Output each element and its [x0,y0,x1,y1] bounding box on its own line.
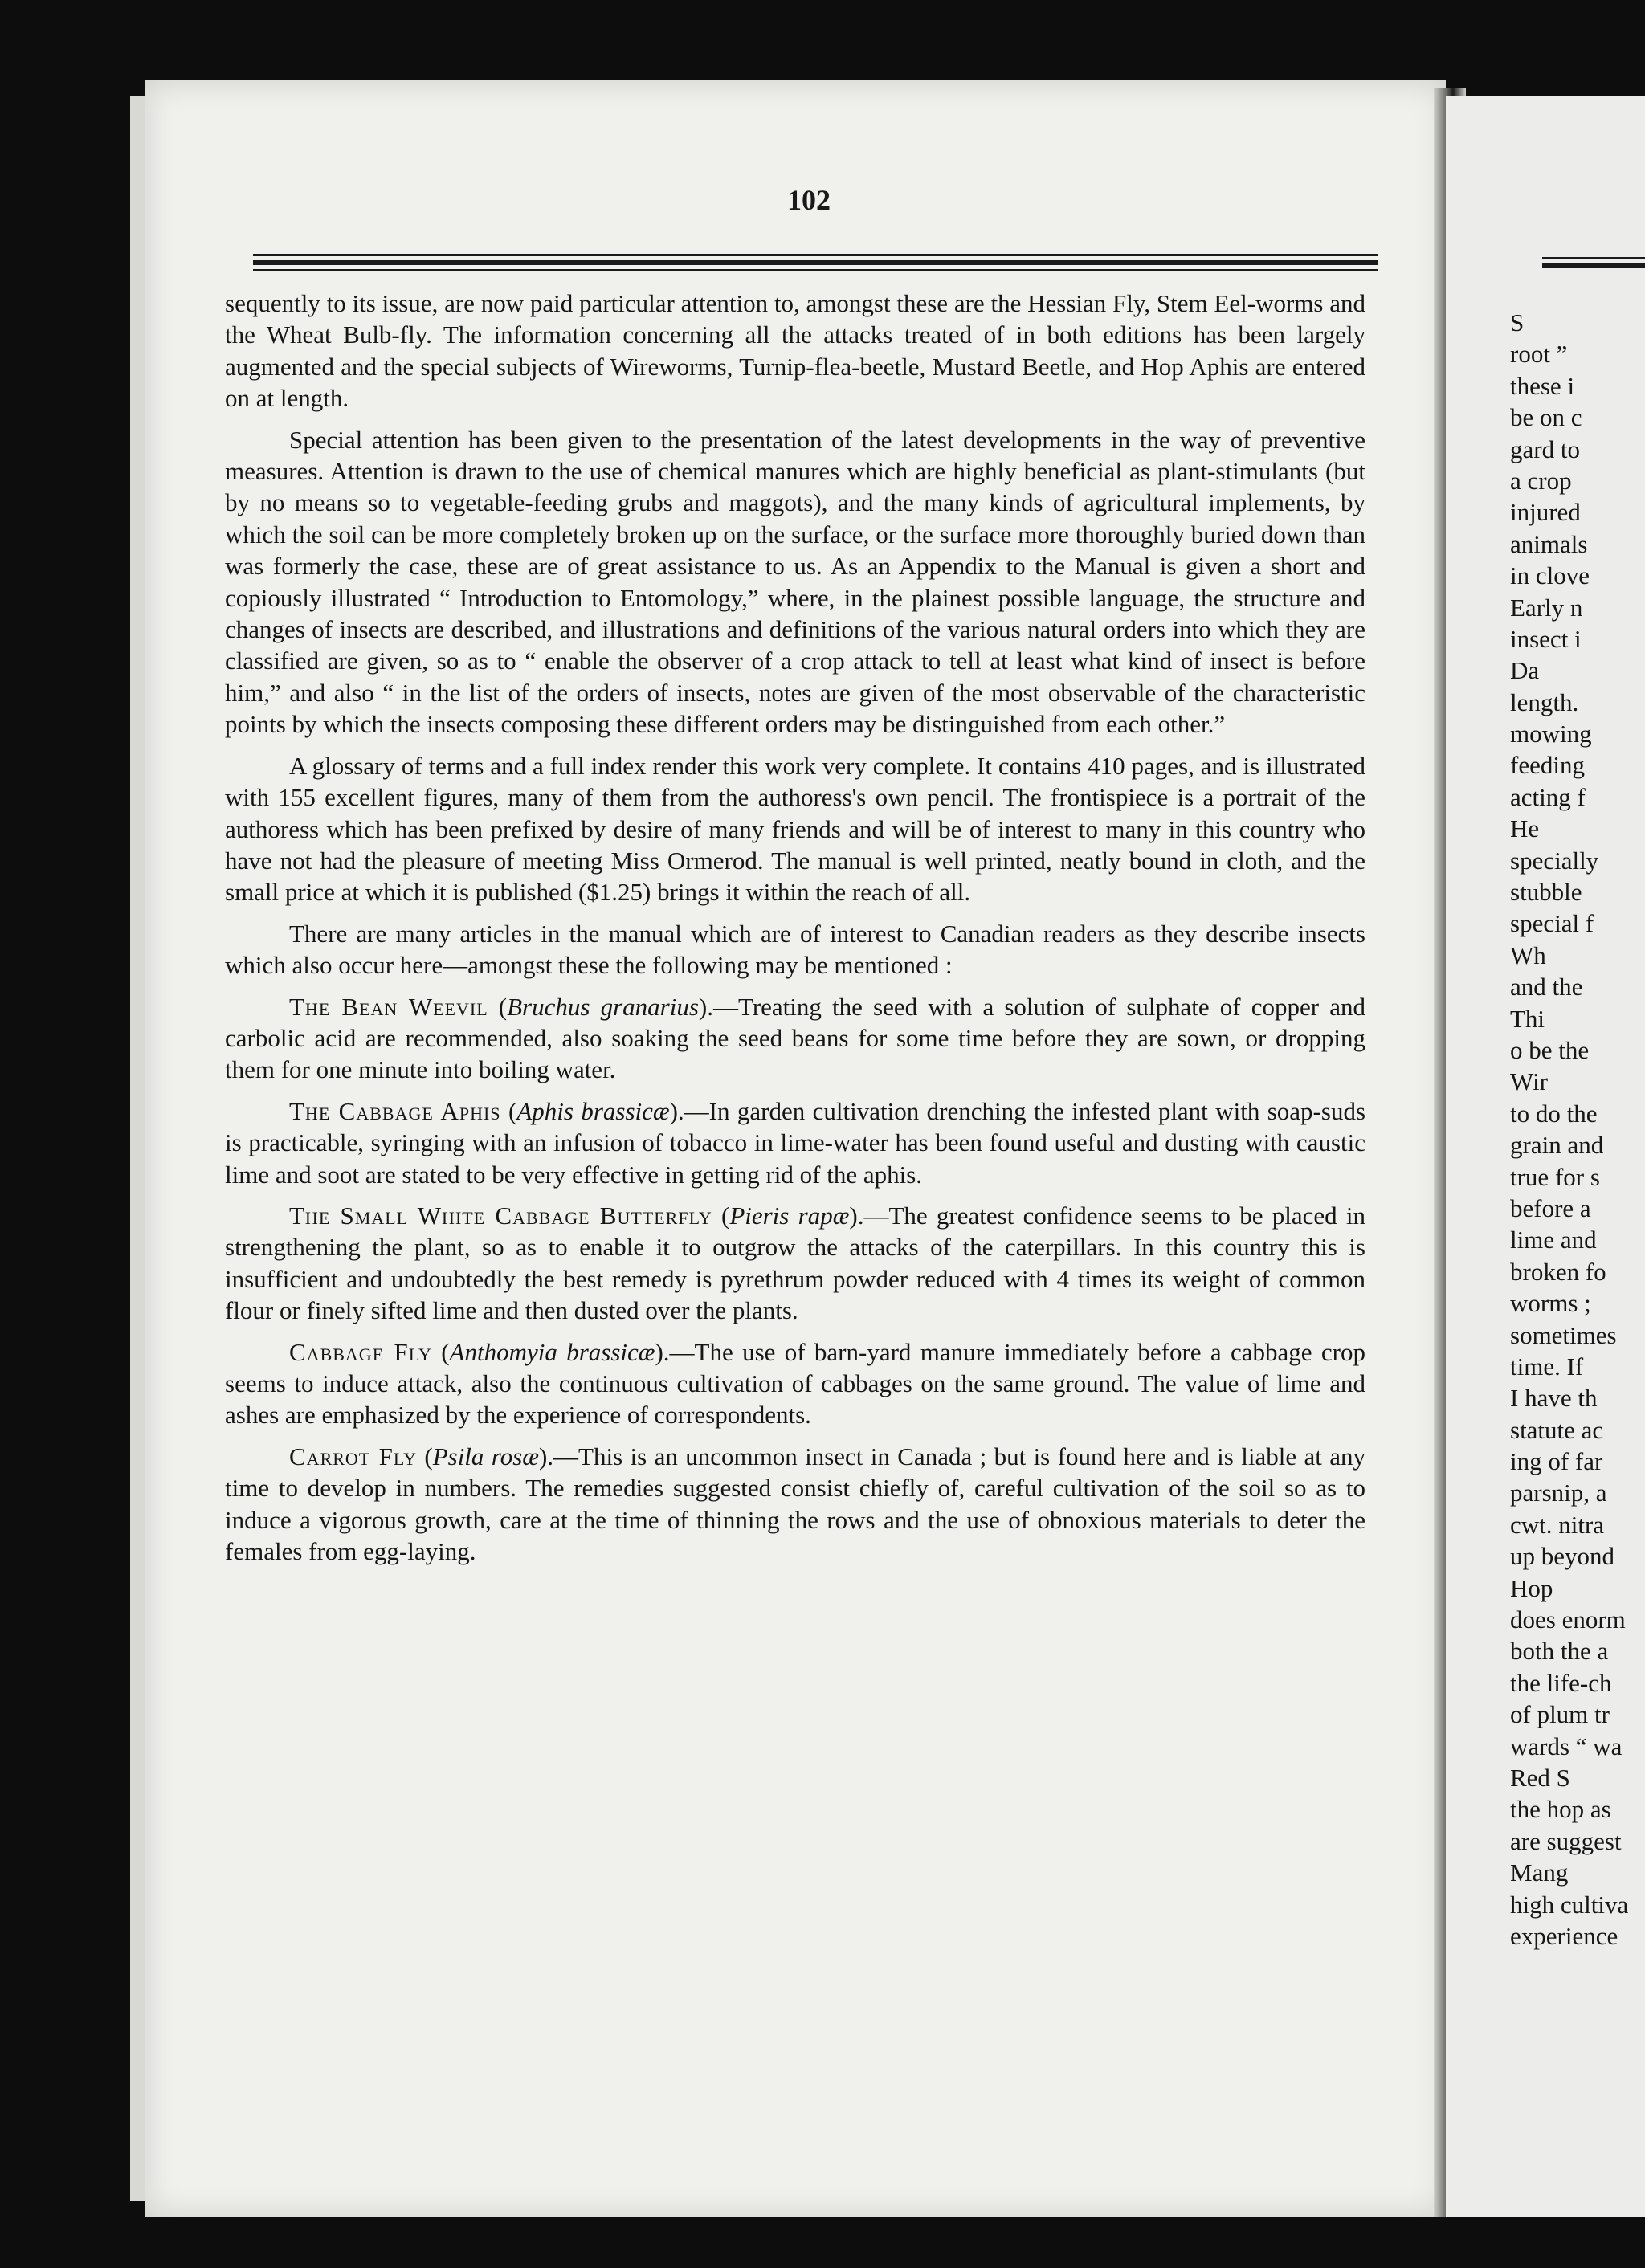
paragraph: There are many articles in the manual which are of interest to Canadian readers as they describe insects which also occur here—amongst these the following may be mentioned : [225,919,1365,980]
right-header-rule [1542,263,1645,268]
right-page-line: Da [1510,656,1540,685]
header-rule [253,254,1378,256]
insect-entry: The Cabbage Aphis (Aphis brassicæ).—In garden cultivation drenching the infested plant with soap-suds is practicable, syringing with an infusion of tobacco in lime-water has been found useful and dusting with caustic lime and soot are stated to be very effective in getting rid of the aphis. [225,1096,1366,1189]
right-page-line: grain and [1510,1131,1604,1160]
right-header-rule [1542,257,1645,259]
right-page-line: o be the [1510,1035,1590,1064]
right-page-line: acting f [1510,782,1586,811]
right-page-line: parsnip, a [1510,1479,1607,1507]
entry-text: The use of barn-yard manure immediately before a cabbage crop seems to induce attack, also the continuous cultivation of cabbages on the same ground. The value of lime and ashes are emphasized by the experience of correspondents. [225,1337,1365,1430]
right-page-line: animals [1510,529,1588,558]
right-page-line: to do the [1510,1099,1598,1128]
right-page-line: and the [1510,973,1583,1001]
right-page-line: specially [1510,846,1599,875]
right-page-line: before a [1510,1193,1591,1222]
right-page-line: time. If [1510,1352,1584,1381]
entry-scientific-name: Psila rosæ [432,1442,539,1471]
paragraph: A glossary of terms and a full index render this work very complete. It contains 410 pages, and is illustrated with 155 excellent figures, many of them from the authoress's own pencil. The frontispiece is a portrait of the authoress which has been prefixed by desire of many friends and will be of interest to many in this country who have not had the pleasure of meeting Miss Ormerod. The manual is well printed, neatly bound in cloth, and the small price at which it is published ($1.25) brings it within the reach of all. [225,751,1365,907]
right-page-line: lime and [1510,1226,1597,1254]
right-page-line: be on c [1510,403,1582,432]
right-page-line: He [1510,814,1540,843]
paragraph: sequently to its issue, are now paid particular attention to, amongst these are the Hessian Fly, Stem Eel-worms and the Wheat Bulb-fly. The information concerning all the attacks treated of in both editions has been largely augmented and the special subjects of Wireworms, Turnip-flea-beetle, Mustard Beetle, and Hop Aphis are entered on at length. [225,289,1365,413]
right-page-text [1510,307,1645,1952]
right-page-line: gard to [1510,434,1580,463]
right-page-line: Hop [1510,1573,1553,1602]
right-page-line: Wh [1510,940,1546,969]
right-page-line: does enorm [1510,1605,1626,1634]
right-page-line: length. [1510,687,1579,716]
right-page-line: ing of far [1510,1447,1603,1476]
right-page-line: experience [1510,1921,1618,1950]
entry-scientific-name: Pieris rapæ [729,1201,850,1230]
entry-scientific-name: Aphis brassicæ [516,1096,670,1125]
right-page-line: broken fo [1510,1257,1606,1286]
right-page-line: stubble [1510,878,1582,907]
header-rule [253,260,1378,265]
right-page-line: S [1510,308,1525,337]
entry-scientific-name: Bruchus granarius [507,992,699,1021]
right-page-line: in clove [1510,561,1590,590]
header-rule [253,269,1378,271]
page-number: 102 [787,184,831,216]
right-page-line: wards “ wa [1510,1732,1623,1760]
right-page-line: insect i [1510,624,1582,653]
right-page-line: injured [1510,498,1581,527]
right-page-line: Thi [1510,1004,1545,1033]
right-page-line: worms ; [1510,1289,1591,1318]
insect-entry: The Bean Weevil (Bruchus granarius).—Treating the seed with a solution of sulphate of copper and carbolic acid are recommended, also soaking the seed beans for some time before they are sown, or dropping them for one minute into boiling water. [225,992,1365,1084]
entry-text: This is an uncommon insect in Canada ; but is found here and is liable at any time to develop in numbers. The remedies suggested consist chiefly of, careful cultivation of the soil so as to induce a vigorous growth, care at the time of thinning the rows and the use of obnoxious materials to deter the females from egg-laying. [225,1442,1365,1566]
insect-entry: Carrot Fly (Psila rosæ).—This is an uncommon insect in Canada ; but is found here and is liable at any time to develop in numbers. The remedies suggested consist chiefly of, careful cultivation of the soil so as to induce a vigorous growth, care at the time of thinning the rows and the use of obnoxious materials to deter the females from egg-laying. [225,1442,1365,1566]
right-page-line: Early n [1510,593,1583,622]
right-page [1446,96,1645,2217]
entry-text: In garden cultivation drenching the infested plant with soap-suds is practicable, syringing with an infusion of tobacco in lime-water has been found useful and dusting with caustic lime and soot are stated to be very effective in getting rid of the aphis. [225,1096,1366,1189]
right-page-line: feeding [1510,751,1585,780]
right-page-line: root ” [1510,340,1568,369]
entry-name: Carrot Fly [289,1442,417,1471]
right-page-line: mowing [1510,720,1592,749]
right-page-line: sometimes [1510,1320,1617,1349]
article-body [225,288,1365,1577]
right-page-line: true for s [1510,1162,1600,1191]
insect-entry: The Small White Cabbage Butterfly (Pieris rapæ).—The greatest confidence seems to be placed in strengthening the plant, so as to enable it to outgrow the attacks of the caterpillars. In this country this is insufficient and undoubtedly the best remedy is pyrethrum powder reduced with 4 times its weight of common flour or finely sifted lime and then dusted over the plants. [225,1201,1365,1325]
right-page-line: Mang [1510,1858,1569,1887]
entry-name: The Bean Weevil [289,992,488,1021]
right-page-line: Red S [1510,1763,1570,1792]
right-page-line: both the a [1510,1637,1609,1666]
insect-entry: Cabbage Fly (Anthomyia brassicæ).—The use of barn-yard manure immediately before a cabbage crop seems to induce attack, also the continuous cultivation of cabbages on the same ground. The value of lime and ashes are emphasized by the experience of correspondents. [225,1337,1365,1430]
entry-text: Treating the seed with a solution of sulphate of copper and carbolic acid are recommended, also soaking the seed beans for some time before they are sown, or dropping them for one minute into boiling water. [225,992,1365,1084]
right-page-line: I have th [1510,1384,1598,1413]
right-page-line: are suggest [1510,1826,1622,1855]
right-page-line: statute ac [1510,1415,1604,1444]
right-page-line: cwt. nitra [1510,1510,1605,1539]
right-page-line: special f [1510,909,1594,938]
right-page-line: up beyond [1510,1542,1615,1571]
right-page-line: the life-ch [1510,1668,1612,1697]
entry-scientific-name: Anthomyia brassicæ [449,1337,655,1366]
right-page-line: the hop as [1510,1795,1611,1824]
right-page-line: a crop [1510,466,1572,495]
right-page-line: high cultiva [1510,1890,1629,1919]
paragraph: Special attention has been given to the presentation of the latest developments in the way of preventive measures. Attention is drawn to the use of chemical manures which are highly beneficial as plant-stimulants (but by no means so to vegetable-feeding grubs and maggots), and the many kinds of agricultural implements, by which the soil can be more completely broken up on the surface, or the surface more thoroughly buried down than was formerly the case, these are of great assistance to us. As an Appendix to the Manual is given a short and copiously illustrated “ Introduction to Entomology,” where, in the plainest possible language, the structure and changes of insects are described, and illustrations and definitions of the various natural orders into which they are classified are given, so as to “ enable the observer of a crop attack to tell at least what kind of insect is before him,” and also “ in the list of the orders of insects, notes are given of the most observable of the characteristic points by which the insects composing these different orders may be distinguished from each other.” [225,425,1365,739]
entry-name: The Cabbage Aphis [289,1096,501,1125]
right-page-line: these i [1510,371,1575,400]
entry-name: The Small White Cabbage Butterfly [289,1201,712,1230]
right-page-line: Wir [1510,1067,1548,1096]
entry-text: The greatest confidence seems to be placed in strengthening the plant, so as to enable it to outgrow the attacks of the caterpillars. In this country this is insufficient and undoubtedly the best remedy is pyrethrum powder reduced with 4 times its weight of common flour or finely sifted lime and then dusted over the plants. [225,1201,1365,1325]
right-page-line: of plum tr [1510,1700,1610,1729]
entry-name: Cabbage Fly [289,1337,432,1366]
